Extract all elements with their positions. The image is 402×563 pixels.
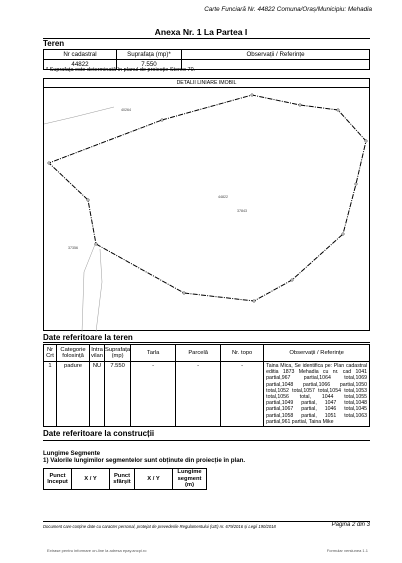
parcel-number-label: 44822 bbox=[218, 195, 228, 199]
teren-header-cadastral: Nr cadastral bbox=[44, 50, 117, 60]
page-number: Pagina 2 din 3 bbox=[331, 522, 370, 528]
teren-cell-observatii bbox=[182, 60, 370, 70]
lungime-subtitle: 1) Valorile lungimilor segmentelor sunt obținute din proiecție în plan. bbox=[43, 457, 246, 464]
divider bbox=[43, 440, 370, 441]
referinte-teren-table bbox=[43, 344, 370, 427]
divider bbox=[43, 342, 370, 343]
neighbor-label-left: 37356 bbox=[68, 246, 78, 250]
cell-intravilan: NU bbox=[90, 362, 105, 427]
parcel-boundary bbox=[49, 95, 366, 301]
cell-nr-topo: - bbox=[221, 362, 264, 427]
header-nr-crt: Nr Crt bbox=[44, 345, 57, 362]
neighbor-lines bbox=[44, 107, 114, 332]
header-nr-topo: Nr. topo bbox=[221, 345, 264, 362]
teren-header-row bbox=[44, 50, 370, 60]
header-categorie: Categorie folosință bbox=[57, 345, 90, 362]
header-lungime-segment: Lungime segment (m) bbox=[173, 469, 207, 490]
referinte-teren-title: Date referitoare la teren bbox=[43, 333, 133, 342]
suprafata-note: * Suprafața este determinată în planul de proiecție Stereo 70. bbox=[46, 67, 196, 73]
footer-formular: Formular versiunea 1.1 bbox=[326, 548, 368, 553]
header-intravilan: Intra vilan bbox=[90, 345, 105, 362]
cell-nr-crt: 1 bbox=[44, 362, 57, 427]
teren-header-observatii: Observații / Referințe bbox=[182, 50, 370, 60]
referinte-header-row bbox=[44, 345, 370, 362]
header-xy-start: X / Y bbox=[72, 469, 110, 490]
teren-cell-suprafata: 7.550 bbox=[117, 60, 182, 70]
anexa-title: Anexa Nr. 1 La Partea I bbox=[154, 27, 248, 37]
header-suprafata: Suprafața (mp) bbox=[105, 345, 131, 362]
parcel-drawing bbox=[44, 87, 371, 332]
parcel-map bbox=[43, 78, 370, 331]
lungime-table bbox=[43, 468, 207, 490]
referinte-data-row bbox=[44, 362, 370, 427]
footer-gdpr-note: Document care conține date cu caracter personal, protejat de prevederile Regulamentului (UE) nr. 679/2016 și Legii 190/2018 bbox=[43, 524, 276, 529]
header-punct-inceput: Punct început bbox=[44, 469, 72, 490]
cell-categorie: padure bbox=[57, 362, 90, 427]
cell-parcela: - bbox=[176, 362, 221, 427]
header-observatii: Observații / Referințe bbox=[264, 345, 370, 362]
teren-section-title: Teren bbox=[43, 39, 65, 48]
carte-funciara-header: Carte Funciară Nr. 44822 Comuna/Oraș/Municipiu: Mehadia bbox=[204, 6, 372, 13]
lungime-title: Lungime Segmente bbox=[43, 450, 101, 457]
header-punct-sfarsit: Punct sfârșit bbox=[110, 469, 135, 490]
cell-suprafata: 7.550 bbox=[105, 362, 131, 427]
parcel-vertices bbox=[48, 94, 367, 302]
lungime-header-row bbox=[44, 469, 207, 490]
teren-cell-cadastral: 44822 bbox=[44, 60, 117, 70]
cell-tarla: - bbox=[131, 362, 176, 427]
footer-extras: Extrase pentru informare on-line la adresa epay.ancpi.ro bbox=[47, 548, 147, 553]
header-tarla: Tarla bbox=[131, 345, 176, 362]
constructii-title: Date referitoare la construcții bbox=[43, 429, 155, 438]
map-title: DETALII LINIARE IMOBIL bbox=[44, 79, 369, 88]
header-xy-end: X / Y bbox=[135, 469, 173, 490]
cell-observatii: Taina Mica, Se identifica pe: Plan cadastral editia 1873 Mehadia cu nr. cad 1041 partial,967 partial,1064 total,1069 partial,1048 partial,1066 partial,1050 total,1052 total,1057 total,1054 total,1053 total,1056 total, 1044 total,1055 partial,1049 partial, 1047 total,1048 partial,1067 partial, 1046 total,1045 partial,1058 partial, 1051 total,1063 partial,961 partial, Taina Mike bbox=[264, 362, 370, 427]
divider bbox=[43, 38, 370, 39]
teren-header-suprafata: Suprafața (mp)* bbox=[117, 50, 182, 60]
parcel-area-label: 37843 bbox=[237, 209, 247, 213]
header-parcela: Parcelă bbox=[176, 345, 221, 362]
neighbor-label-top: 40264 bbox=[121, 108, 131, 112]
footer-divider bbox=[43, 521, 370, 522]
